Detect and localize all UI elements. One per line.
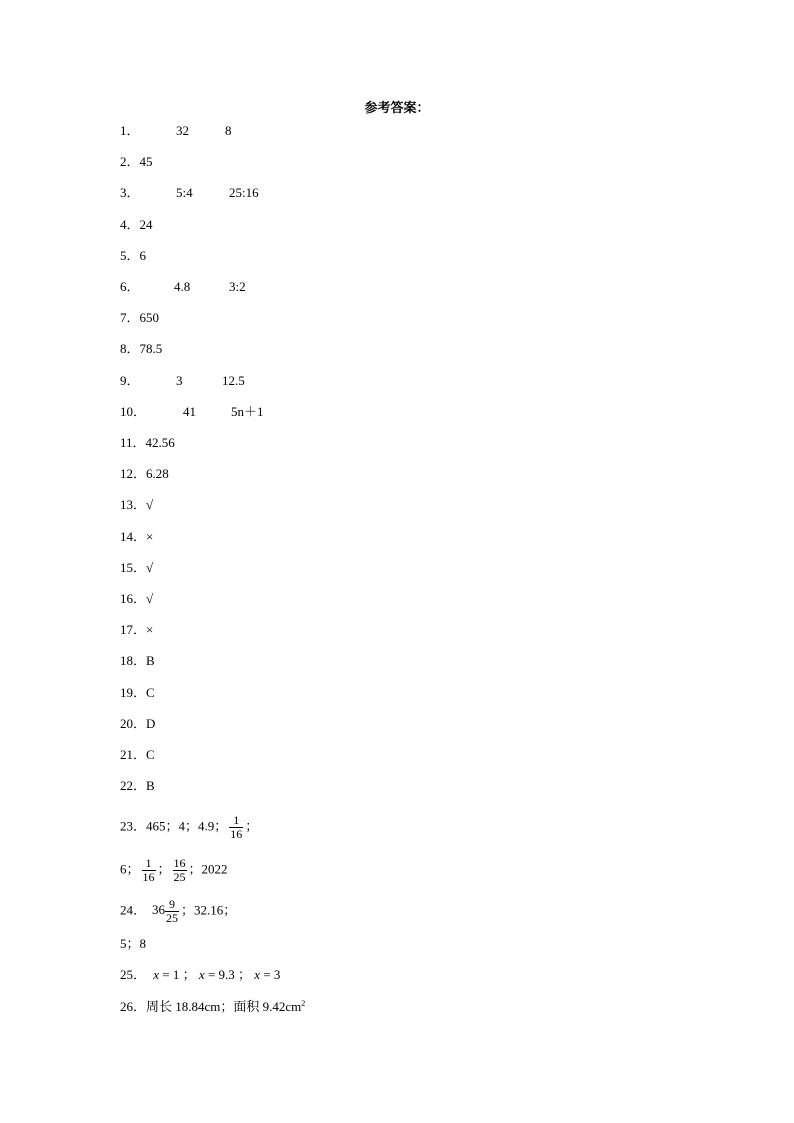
answer-19 [120, 683, 155, 703]
answer-number: 12． [120, 466, 147, 481]
answer-number: 10． [120, 404, 147, 419]
answer-number: 6． [120, 279, 140, 294]
fraction [165, 898, 179, 925]
answer-text: 5；8 [120, 936, 147, 951]
answer-number: 22． [120, 778, 147, 793]
denominator: 25 [173, 870, 186, 884]
answer-text: ；2022 [188, 861, 228, 877]
answer-blank: 4.8 [174, 279, 191, 294]
answer-text: 周长 18.84cm；面积 9.42cm [146, 999, 302, 1014]
variable: x [198, 967, 205, 982]
answer-13 [120, 495, 153, 515]
answer-14 [120, 527, 153, 547]
mixed-whole: 36 [152, 902, 166, 918]
answer-23-line2 [120, 856, 228, 884]
answer-text: 6.28 [146, 466, 169, 481]
answer-number: 19． [120, 685, 147, 700]
answer-2 [120, 152, 153, 172]
answer-blank: 32 [176, 123, 189, 138]
answer-text: 45 [139, 154, 153, 169]
denominator: 16 [142, 870, 155, 884]
answer-text: C [146, 747, 155, 762]
separator: ； [245, 818, 259, 834]
answer-text: √ [146, 560, 154, 575]
fraction [142, 857, 156, 884]
answer-1 [120, 121, 232, 141]
answer-text: C [146, 685, 155, 700]
answer-21 [120, 745, 155, 765]
numerator: 1 [233, 813, 240, 827]
answer-number: 14． [120, 529, 147, 544]
answer-text: B [146, 653, 155, 668]
answer-10 [120, 402, 264, 422]
answer-22 [120, 776, 155, 796]
answer-17 [120, 620, 153, 640]
answer-number: 18． [120, 653, 147, 668]
answer-number: 24． [120, 902, 147, 918]
answer-15 [120, 558, 153, 578]
answer-12 [120, 464, 169, 484]
answer-number: 2． [120, 154, 140, 169]
page-title: 参考答案： [364, 100, 430, 115]
answer-number: 11． [120, 435, 146, 450]
answer-blank: 5n＋1 [231, 404, 264, 419]
superscript: 2 [301, 999, 306, 1008]
answer-number: 26． [120, 999, 147, 1014]
answer-text: 42.56 [145, 435, 175, 450]
answer-26 [120, 997, 305, 1017]
variable: x [153, 967, 160, 982]
answer-number: 21． [120, 747, 147, 762]
answer-7 [120, 308, 159, 328]
answer-text: 6； [120, 861, 140, 877]
answer-text: B [146, 778, 155, 793]
answer-number: 7． [120, 310, 140, 325]
answer-blank: 41 [183, 404, 196, 419]
denominator: 25 [166, 911, 179, 925]
answer-16 [120, 589, 153, 609]
answer-blank: 3:2 [229, 279, 246, 294]
answer-number: 13． [120, 497, 147, 512]
answer-number: 5． [120, 248, 140, 263]
answer-text: D [146, 716, 156, 731]
fraction [173, 857, 187, 884]
answer-text: 24 [139, 217, 153, 232]
answer-11 [120, 433, 175, 453]
answer-number: 16． [120, 591, 147, 606]
answer-text: 6 [139, 248, 147, 263]
answer-text: ；32.16； [181, 902, 237, 918]
answer-text: 465；4；4.9； [146, 818, 228, 834]
numerator: 16 [173, 856, 186, 870]
answer-blank: 5:4 [176, 185, 193, 200]
answer-text: × [146, 622, 154, 637]
equation-value: = 3 [260, 967, 281, 982]
answer-number: 23． [120, 818, 147, 834]
answer-number: 3． [120, 185, 140, 200]
equation-value: = 1 [159, 967, 180, 982]
separator: ； [238, 967, 252, 982]
denominator: 16 [230, 827, 243, 841]
answer-text: × [146, 529, 154, 544]
answer-blank: 3 [176, 373, 183, 388]
separator: ； [157, 861, 171, 877]
equation-value: = 9.3 [204, 967, 235, 982]
answer-24-line1 [120, 897, 237, 925]
answer-5 [120, 246, 146, 266]
numerator: 9 [169, 897, 176, 911]
answer-4 [120, 215, 153, 235]
answer-23-line1 [120, 813, 259, 841]
answer-number: 17． [120, 622, 147, 637]
answer-number: 9． [120, 373, 140, 388]
variable: x [254, 967, 261, 982]
numerator: 1 [145, 856, 152, 870]
answer-text: 650 [139, 310, 160, 325]
answer-number: 15． [120, 560, 147, 575]
answer-20 [120, 714, 155, 734]
answer-blank: 8 [225, 123, 232, 138]
answer-number: 20． [120, 716, 147, 731]
fraction [229, 814, 243, 841]
answer-blank: 25:16 [229, 185, 259, 200]
answer-3 [120, 183, 259, 203]
answer-9 [120, 371, 245, 391]
answer-number: 4． [120, 217, 140, 232]
answer-text: √ [146, 591, 154, 606]
answer-6 [120, 277, 246, 297]
answer-text: 78.5 [139, 341, 163, 356]
answer-8 [120, 339, 162, 359]
separator: ； [182, 967, 196, 982]
answer-18 [120, 651, 155, 671]
answer-25 [120, 965, 280, 985]
answer-number: 1． [120, 123, 140, 138]
answer-number: 25． [120, 967, 147, 982]
answer-24-line2 [120, 934, 146, 954]
answer-number: 8． [120, 341, 140, 356]
answer-text: √ [146, 497, 154, 512]
answer-blank: 12.5 [222, 373, 245, 388]
